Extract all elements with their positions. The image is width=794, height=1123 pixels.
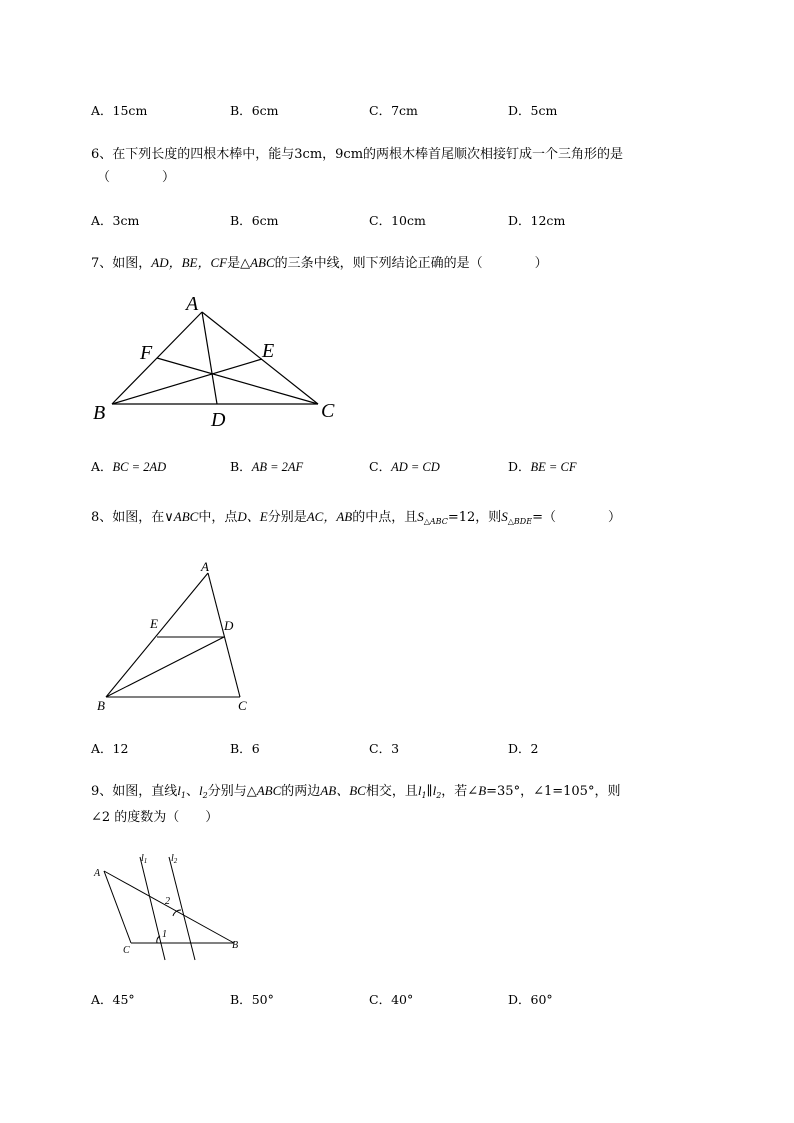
q8-option-d: D．2 xyxy=(508,741,539,756)
q8-option-a: A．12 xyxy=(91,741,129,756)
q5-option-a: A．15cm xyxy=(91,103,148,118)
q8-label-e: E xyxy=(150,616,158,631)
q9-label-l1: $l_1$ xyxy=(141,853,148,865)
q9-line-l1 xyxy=(140,857,165,960)
q9-line-l2 xyxy=(169,857,195,960)
q9-side-ab xyxy=(104,871,234,943)
q7-label-c: C xyxy=(321,400,335,422)
q9-stem-line1: 9、如图，直线$l_1$、$l_2$分别与△ABC的两边AB、BC相交，且$l_1\parallel l_2$，若∠B=35°，∠1=105°，则 xyxy=(91,783,621,800)
q8-label-c: C xyxy=(238,698,247,713)
q8-stem: 8、如图，在∨ABC中，点D、E分别是AC，AB的中点，且$S_{\triangle ABC}=12$，则$S_{\triangle BDE}=$（ ） xyxy=(91,509,621,526)
q7-label-f: F xyxy=(140,342,153,364)
q9-stem-line2: ∠2 的度数为（ ） xyxy=(91,810,219,825)
q9-side-ac xyxy=(104,871,131,943)
q7-option-a: A．BC = 2AD xyxy=(91,459,167,474)
q9-option-c: C．40° xyxy=(369,992,414,1007)
q7-option-c: C．AD = CD xyxy=(369,459,440,474)
q6-stem: 6、在下列长度的四根木棒中，能与3cm，9cm的两根木棒首尾顺次相接钉成一个三角形的是 xyxy=(91,147,624,162)
q7-label-e: E xyxy=(262,340,275,362)
q8-label-a: A xyxy=(201,559,209,574)
q9-label-c: C xyxy=(123,945,130,956)
q5-option-d: D．5cm xyxy=(508,103,558,118)
q7-label-b: B xyxy=(93,402,106,424)
q8-option-c: C．3 xyxy=(369,741,400,756)
q9-option-a: A．45° xyxy=(91,992,135,1007)
q5-option-c: C．7cm xyxy=(369,103,418,118)
q9-label-angle2: 2 xyxy=(165,896,170,907)
q9-label-l2: $l_2$ xyxy=(171,853,178,865)
q5-option-b: B．6cm xyxy=(230,103,279,118)
q8-label-b: B xyxy=(97,698,105,713)
q9-label-angle1: 1 xyxy=(162,929,167,940)
q7-option-d: D．BE = CF xyxy=(508,459,577,474)
q8-option-b: B．6 xyxy=(230,741,260,756)
q9-option-b: B．50° xyxy=(230,992,274,1007)
q7-option-b: B．AB = 2AF xyxy=(230,459,304,474)
q7-label-d: D xyxy=(211,409,226,431)
q6-option-b: B．6cm xyxy=(230,213,279,228)
q7-stem: 7、如图，AD，BE，CF是△ABC的三条中线，则下列结论正确的是（ ） xyxy=(91,255,548,271)
q7-label-a: A xyxy=(186,293,199,315)
q6-paren: （ ） xyxy=(97,170,176,185)
q6-option-a: A．3cm xyxy=(91,213,140,228)
q6-option-c: C．10cm xyxy=(369,213,426,228)
q6-option-d: D．12cm xyxy=(508,213,566,228)
q9-label-a: A xyxy=(94,868,101,879)
q9-label-b: B xyxy=(232,940,239,951)
q9-option-d: D．60° xyxy=(508,992,553,1007)
q8-label-d: D xyxy=(224,618,234,633)
